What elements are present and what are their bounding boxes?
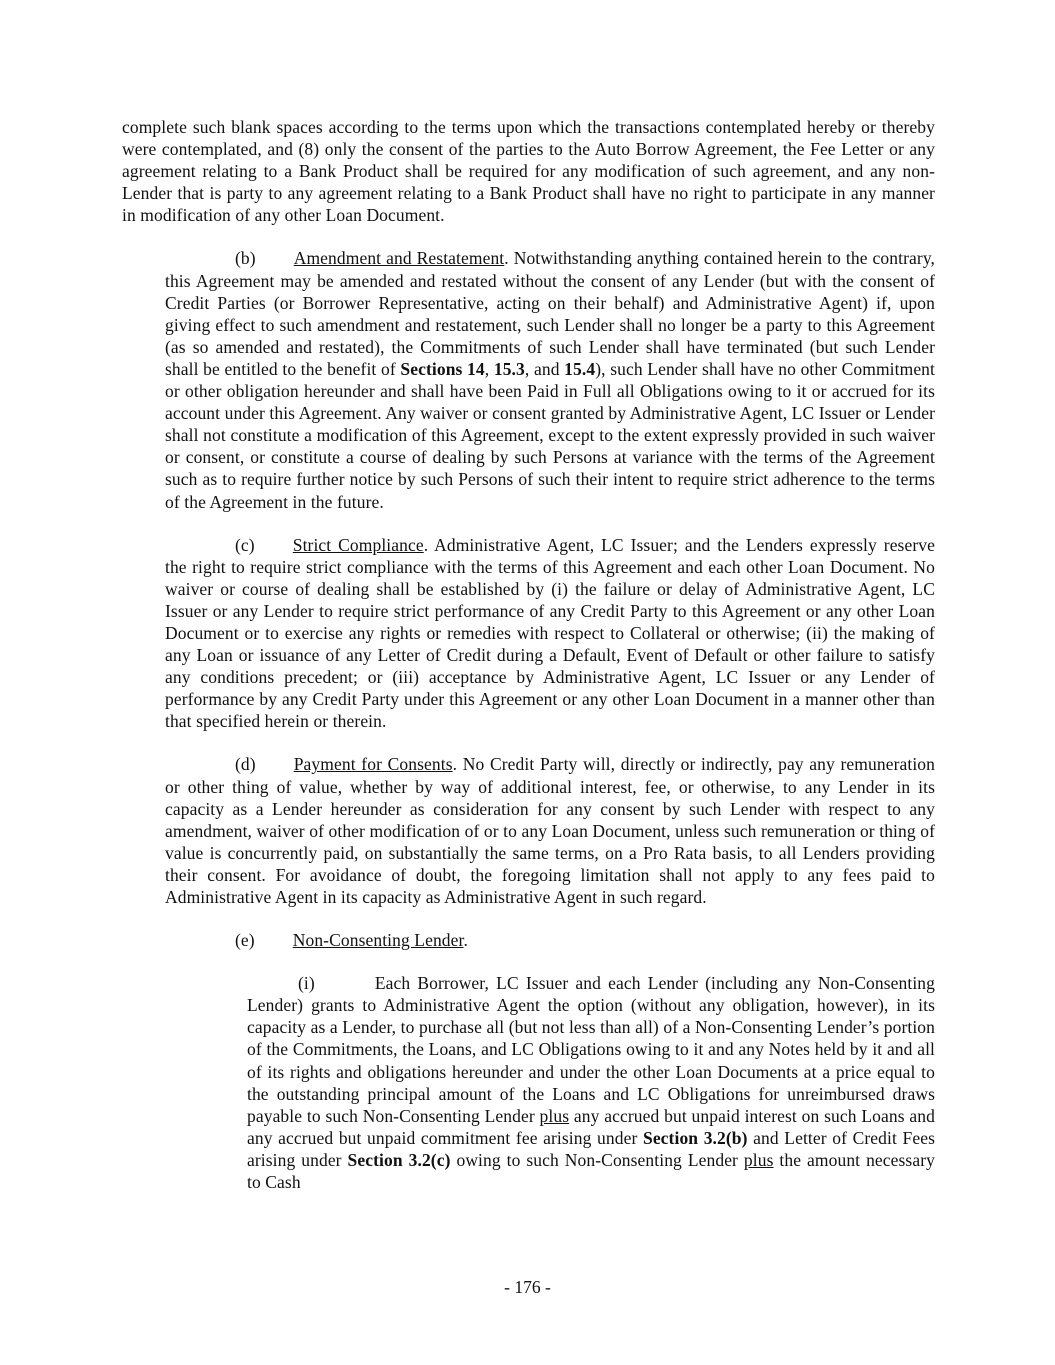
- text-run: plus: [539, 1105, 570, 1126]
- paragraph-e-i: [247, 972, 935, 1193]
- text-run: 15.4: [564, 358, 596, 379]
- text-run: complete such blank spaces according to the terms upon which the transactions contemplated hereby or thereby were contemplated, and (8) only the consent of the parties to the Auto Borrow Agreement, the Fee Letter or any agreement relating to a Bank Product shall be required for any modification of such agreement, and any non-Lender that is party to any agreement relating to a Bank Product shall have no right to participate in any manner in modification of any other Loan Document.: [122, 117, 935, 226]
- text-run: Strict Compliance: [292, 534, 424, 555]
- text-run: plus: [743, 1149, 774, 1170]
- paragraph-marker: (c): [235, 534, 255, 555]
- text-run: the amount necessary to Cash: [247, 1149, 935, 1193]
- text-run: 15.3: [493, 358, 525, 379]
- text-run: .: [463, 930, 468, 951]
- text-run: . Administrative Agent, LC Issuer; and the Lenders expressly reserve the right to require strict compliance with the terms of this Agreement and each other Loan Document. No waiver or course of dealing shall be established by (i) the failure or delay of Administrative Agent, LC Issuer or any Lender to require strict performance of any Credit Party to this Agreement or any other Loan Document or to exercise any rights or remedies with respect to Collateral or otherwise; (ii) the making of any Loan or issuance of any Letter of Credit during a Default, Event of Default or other failure to satisfy any conditions precedent; or (iii) acceptance by Administrative Agent, LC Issuer or any Lender of performance by any Credit Party under this Agreement or any other Loan Document in a manner other than that specified herein or therein.: [165, 534, 935, 732]
- text-run: and Letter of Credit Fees arising under: [247, 1127, 936, 1170]
- text-run: . Notwithstanding anything contained herein to the contrary, this Agreement may be amended and restated without the consent of any Lender (but with the consent of Credit Parties (or Borrower Representative, acting on their behalf) and Administrative Agent) if, upon giving effect to such amendment and restatement, such Lender shall no longer be a party to this Agreement (as so amended and restated), the Commitments of such Lender shall have terminated (but such Lender shall be entitled to the benefit of: [165, 248, 936, 379]
- text-run: . No Credit Party will, directly or indirectly, pay any remuneration or other thing of value, whether by way of additional interest, fee, or otherwise, to any Lender in its capacity as a Lender hereunder as consideration for any consent by such Lender with respect to any amendment, waiver of other modification of or to any Loan Document, unless such remuneration or thing of value is concurrently paid, on substantially the same terms, on a Pro Rata basis, to all Lenders providing their consent. For avoidance of doubt, the foregoing limitation shall not apply to any fees paid to Administrative Agent in its capacity as Administrative Agent in such regard.: [165, 754, 935, 907]
- document-body: [122, 116, 935, 1193]
- paragraph-marker: (e): [235, 930, 255, 951]
- paragraph-e-non-consenting-lender: [165, 929, 935, 951]
- paragraph-marker: (b): [235, 248, 256, 269]
- text-run: Section 3.2(c): [347, 1149, 451, 1170]
- text-run: Sections 14: [400, 358, 485, 379]
- paragraph-marker: (d): [235, 754, 256, 775]
- paragraph-b-amendment-and-restatement: [165, 247, 935, 512]
- text-run: Payment for Consents: [293, 754, 453, 775]
- text-run: owing to such Non-Consenting Lender: [450, 1149, 744, 1170]
- text-run: ,: [484, 358, 494, 379]
- page-number: - 176 -: [504, 1277, 551, 1297]
- text-run: any accrued but unpaid interest on such Loans and any accrued but unpaid commitment fee arising under: [247, 1105, 935, 1148]
- paragraph-c-strict-compliance: [165, 534, 935, 733]
- text-run: Non-Consenting Lender: [292, 930, 464, 951]
- paragraph-marker: (i): [298, 973, 315, 994]
- text-run: Section 3.2(b): [642, 1127, 748, 1148]
- text-run: Amendment and Restatement: [293, 248, 505, 269]
- text-run: ), such Lender shall have no other Commitment or other obligation hereunder and shall have been Paid in Full all Obligations owing to it or accrued for its account under this Agreement. Any waiver or consent granted by Administrative Agent, LC Issuer or Lender shall not constitute a modification of this Agreement, except to the extent expressly provided in such waiver or consent, or constitute a course of dealing by such Persons at variance with the terms of the Agreement such as to require further notice by such Persons of such their intent to require strict adherence to the terms of the Agreement in the future.: [165, 358, 935, 512]
- paragraph-d-payment-for-consents: [165, 753, 935, 908]
- text-run: , and: [524, 358, 565, 379]
- paragraph-continuation: [122, 116, 935, 226]
- text-run: Each Borrower, LC Issuer and each Lender (including any Non-Consenting Lender) grants to Administrative Agent the option (without any obligation, however), in its capacity as a Lender, to purchase all (but not less than all) of a Non-Consenting Lender’s portion of the Commitments, the Loans, and LC Obligations owing to it and any Notes held by it and all of its rights and obligations hereunder and under the other Loan Documents at a price equal to the outstanding principal amount of the Loans and LC Obligations for unreimbursed draws payable to such Non-Consenting Lender: [247, 973, 935, 1126]
